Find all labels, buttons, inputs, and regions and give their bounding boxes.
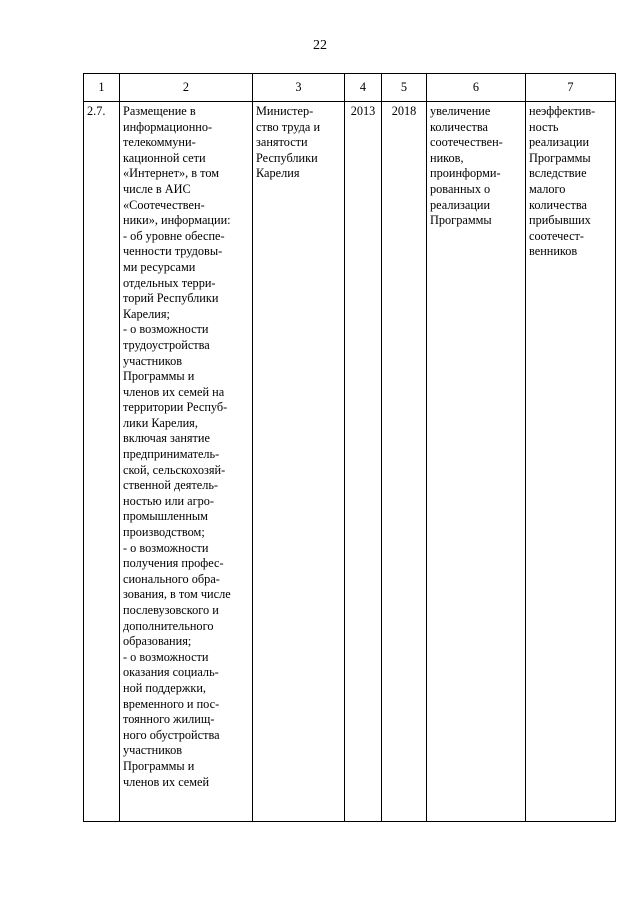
end-year-cell <box>382 102 427 822</box>
column-header-1: 1 <box>84 74 120 102</box>
column-header-2: 2 <box>120 74 253 102</box>
row-number-cell <box>84 102 120 822</box>
executor-cell <box>253 102 345 822</box>
consequences-text: неэффектив- ность реализации Программы вследствие малого количества прибывших соотечест- венников <box>529 104 596 259</box>
measure-cell <box>120 102 253 822</box>
end-year: 2018 <box>391 104 417 118</box>
start-year: 2013 <box>350 104 376 118</box>
column-header-7: 7 <box>526 74 616 102</box>
consequences-cell <box>526 102 616 822</box>
column-header-4: 4 <box>345 74 382 102</box>
executor-text: Министер- ство труда и занятости Республики Карелия <box>256 104 321 181</box>
measures-table <box>83 73 616 822</box>
column-header-6: 6 <box>427 74 526 102</box>
expected-result-cell <box>427 102 526 822</box>
table-row <box>84 102 616 822</box>
column-header-5: 5 <box>382 74 427 102</box>
expected-result-text: увеличение количества соотечествен- ников, проинформи- рованных о реализации Программы <box>430 104 503 228</box>
row-number: 2.7. <box>87 104 106 118</box>
start-year-cell <box>345 102 382 822</box>
table-header-row <box>84 74 616 102</box>
page-number: 22 <box>313 38 327 53</box>
column-header-3: 3 <box>253 74 345 102</box>
measure-text: Размещение в информационно- телекоммуни- кационной сети «Интернет», в том числе в АИС «Соотечествен- ники», информации: - об уровне обеспе- ченности трудовы- ми ресурсами отдельных терри- торий Республики Карелия; - о возможности трудоустройства участников Программы и членов их семей на территории Респуб- лики Карелия, включая занятие предприниматель- ской, сельскохозяй- ственной деятель- ностью или агро- промышленным производством; - о возможности получения профес- сионального обра- зования, в том числе послевузовского и дополнительного образования; - о возможности оказания социаль- ной поддержки, временного и пос- тоянного жилищ- ного обустройства участников Программы и членов их семей <box>123 104 231 789</box>
